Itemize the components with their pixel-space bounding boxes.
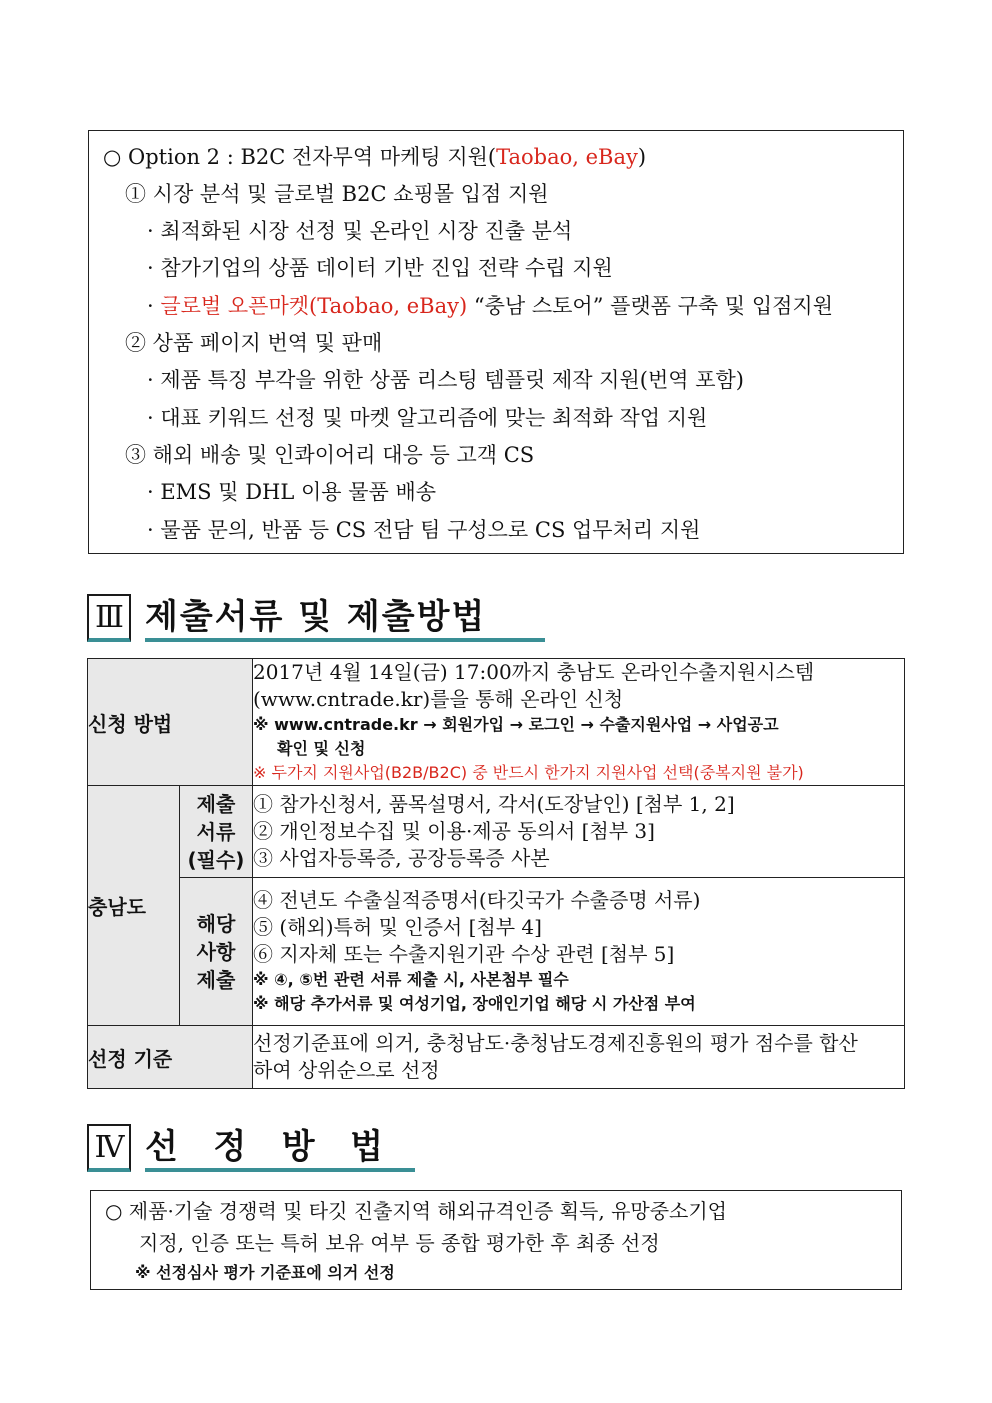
apply-note-1b: 확인 및 신청	[277, 739, 366, 758]
section4-number: Ⅳ	[87, 1124, 131, 1172]
criteria-line-2: 하여 상위순으로 선정	[253, 1058, 440, 1082]
apply-line-2: (www.cntrade.kr)를을 통해 온라인 신청	[253, 687, 624, 711]
item-2-bullet-2: · 대표 키워드 선정 및 마켓 알고리즘에 맞는 최적화 작업 지원	[147, 406, 708, 430]
item-2-bullet-1: · 제품 특징 부각을 위한 상품 리스팅 템플릿 제작 지원(번역 포함)	[147, 368, 744, 392]
apply-note-1: ※ www.cntrade.kr → 회원가입 → 로그인 → 수출지원사업 → 사업공고	[253, 715, 779, 734]
selection-line-1: ○ 제품·기술 경쟁력 및 타깃 진출지역 해외규격인증 획득, 유망중소기업	[105, 1199, 727, 1223]
item-3: ③ 해외 배송 및 인콰이어리 대응 등 고객 CS	[125, 443, 535, 467]
item-1: ① 시장 분석 및 글로벌 B2C 쇼핑몰 입점 지원	[125, 182, 549, 206]
section3-number: Ⅲ	[87, 594, 131, 642]
option2-box	[88, 130, 904, 554]
criteria-label: 선정 기준	[88, 1026, 253, 1089]
optional-note-2: ※ 해당 추가서류 및 여성기업, 장애인기업 해당 시 가산점 부여	[253, 994, 696, 1013]
required-docs-content	[253, 786, 905, 878]
item-1-bullet-2: · 참가기업의 상품 데이터 기반 진입 전략 수립 지원	[147, 256, 613, 280]
submission-table	[87, 658, 905, 1089]
criteria-content	[253, 1026, 905, 1089]
apply-method-content	[253, 659, 905, 786]
section3-heading	[87, 594, 587, 646]
option2-title: ○ Option 2 : B2C 전자무역 마케팅 지원(Taobao, eBay)	[103, 145, 647, 169]
selection-line-2: 지정, 인증 또는 특허 보유 여부 등 종합 평가한 후 최종 선정	[139, 1231, 660, 1255]
item-3-bullet-2: · 물품 문의, 반품 등 CS 전담 팀 구성으로 CS 업무처리 지원	[147, 518, 701, 542]
optional-doc-6: ⑥ 지자체 또는 수출지원기관 수상 관련 [첨부 5]	[253, 942, 675, 966]
required-docs-label: 제출 서류 (필수)	[180, 786, 253, 878]
optional-docs-label: 해당 사항 제출	[180, 878, 253, 1026]
province-label: 충남도	[88, 786, 180, 1026]
item-2: ② 상품 페이지 번역 및 판매	[125, 331, 383, 355]
selection-note: ※ 선정심사 평가 기준표에 의거 선정	[135, 1263, 395, 1282]
item-3-bullet-1: · EMS 및 DHL 이용 물품 배송	[147, 480, 437, 504]
optional-doc-5: ⑤ (해외)특허 및 인증서 [첨부 4]	[253, 915, 542, 939]
section3-title: 제출서류 및 제출방법	[145, 594, 545, 642]
criteria-line-1: 선정기준표에 의거, 충청남도·충청남도경제진흥원의 평가 점수를 합산	[253, 1031, 858, 1055]
section4-title: 선 정 방 법	[145, 1124, 415, 1172]
section4-heading	[87, 1124, 427, 1176]
apply-line-1: 2017년 4월 14일(금) 17:00까지 충남도 온라인수출지원시스템	[253, 660, 815, 684]
optional-note-1: ※ ④, ⑤번 관련 서류 제출 시, 사본첨부 필수	[253, 970, 569, 989]
optional-docs-content	[253, 878, 905, 1026]
required-doc-1: ① 참가신청서, 품목설명서, 각서(도장날인) [첨부 1, 2]	[253, 792, 735, 816]
apply-method-label: 신청 방법	[88, 659, 253, 786]
required-doc-2: ② 개인정보수집 및 이용·제공 동의서 [첨부 3]	[253, 819, 655, 843]
item-1-bullet-3: · 글로벌 오픈마켓(Taobao, eBay) “충남 스토어” 플랫폼 구축 및 입점지원	[147, 294, 833, 318]
optional-doc-4: ④ 전년도 수출실적증명서(타깃국가 수출증명 서류)	[253, 888, 701, 912]
selection-method-box	[90, 1190, 902, 1290]
apply-note-2: ※ 두가지 지원사업(B2B/B2C) 중 반드시 한가지 지원사업 선택(중복지원 불가)	[253, 763, 804, 782]
item-1-bullet-1: · 최적화된 시장 선정 및 온라인 시장 진출 분석	[147, 219, 573, 243]
required-doc-3: ③ 사업자등록증, 공장등록증 사본	[253, 846, 550, 870]
